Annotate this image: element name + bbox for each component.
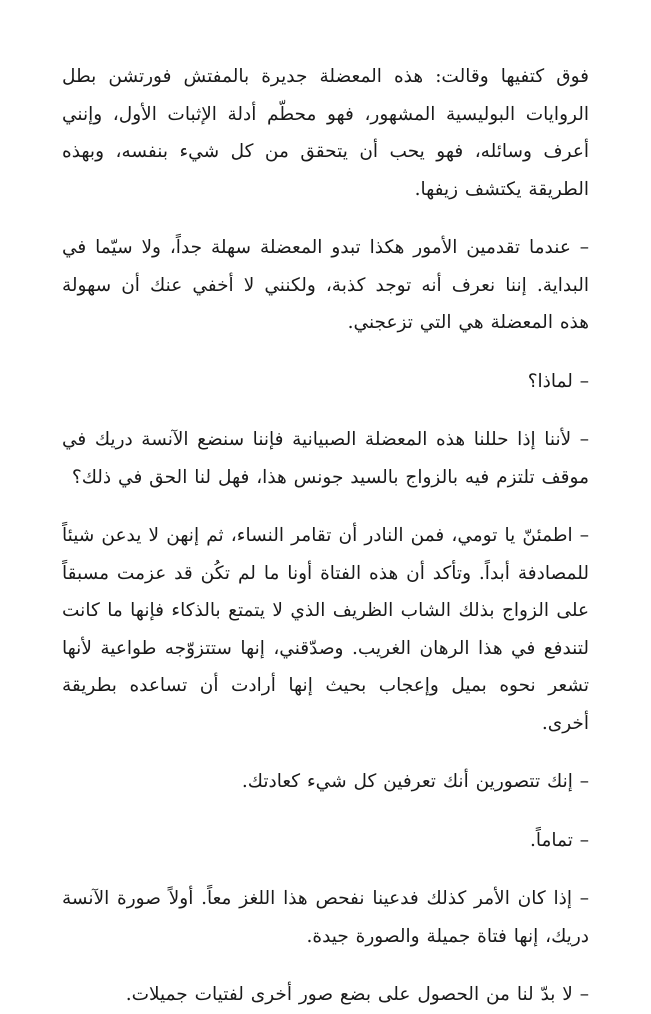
paragraph-dialogue: – تماماً. <box>529 829 589 851</box>
paragraph-dialogue: – إذا كان الأمر كذلك فدعينا نفحص هذا اللغز معاً. أولاً صورة الآنسة دريك، إنها فتاة جميلة والصورة جيدة. <box>62 888 589 947</box>
paragraph-narration: فوق كتفيها وقالت: هذه المعضلة جديرة بالمفتش فورتشن بطل الروايات البوليسية المشهور، فهو محطّم أدلة الإثبات الأول، وإنني أعرف وسائله، فهو يحب أن يتحقق من كل شيء بنفسه، وبهذه الطريقة يكتشف زيفها. <box>62 66 589 200</box>
paragraph-dialogue: – عندما تقدمين الأمور هكذا تبدو المعضلة سهلة جداً، ولا سيّما في البداية. إننا نعرف أنه توجد كذبة، ولكنني لا أخفي عنك أن سهولة هذه المعضلة هي التي تزعجني. <box>62 237 589 333</box>
paragraph-dialogue: – اطمئنّ يا تومي، فمن النادر أن تقامر النساء، ثم إنهن لا يدعن شيئاً للمصادفة أبداً. وتأكد أن هذه الفتاة أونا ما لم تكُن قد عزمت مسبقاً على الزواج بذلك الشاب الظريف الذي لا يتمتع بالذكاء فإنها ما كانت لتندفع في هذا الرهان الغريب. وصدّقني، إنها ستتزوّجه طواعية لأنها تشعر نحوه بميل وإعجاب بحيث إنها أرادت أن تساعده بطريقة أخرى. <box>62 525 589 734</box>
paragraph-dialogue: – لأننا إذا حللنا هذه المعضلة الصبيانية فإننا سنضع الآنسة دريك في موقف تلتزم فيه بالزواج بالسيد جونس هذا، فهل لنا الحق في ذلك؟ <box>62 429 589 488</box>
paragraph-dialogue: – إنك تتصورين أنك تعرفين كل شيء كعادتك. <box>241 771 589 792</box>
paragraph-dialogue: – لا بدّ لنا من الحصول على بضع صور أخرى لفتيات جميلات. <box>125 984 589 1005</box>
paragraph-dialogue: – لماذا؟ <box>527 370 589 392</box>
